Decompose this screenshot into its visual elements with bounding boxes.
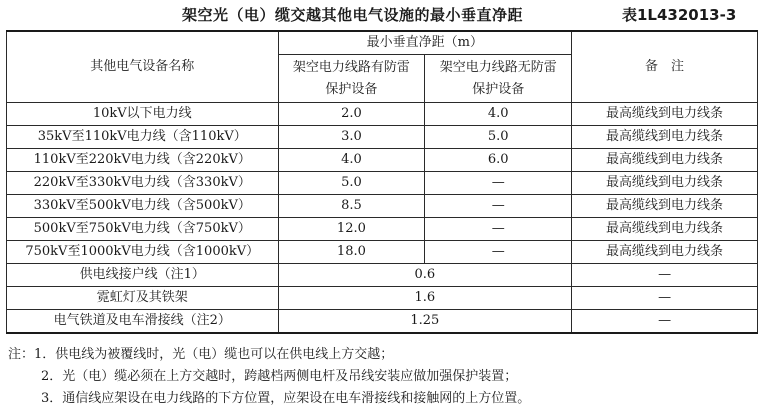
note-2: 2．光（电）缆必须在上方交越时，跨越档两侧电杆及吊线安装应做加强保护装置； [41, 369, 518, 384]
row-with-value: 5.0 [278, 172, 425, 195]
header-remarks: 备 注 [572, 31, 758, 103]
row-with-value: 18.0 [278, 241, 425, 264]
row-with-value: 3.0 [278, 126, 425, 149]
row-note: 最高缆线到电力线条 [572, 103, 758, 126]
note-1: 注：1．供电线为被覆线时，光（电）缆也可以在供电线上方交越； [8, 347, 394, 362]
row-with-value: 12.0 [278, 218, 425, 241]
header-row-1 [7, 31, 758, 55]
table-row [7, 264, 758, 287]
row-name: 500kV至750kV电力线（含750kV） [7, 218, 279, 241]
row-with-value: 4.0 [278, 149, 425, 172]
row-without-value: — [425, 241, 572, 264]
row-without-value: — [425, 195, 572, 218]
clearance-table [6, 30, 758, 334]
table-notes [8, 344, 530, 410]
header-with-text: 架空电力线路有防雷保护设备 [292, 59, 410, 97]
row-note: 最高缆线到电力线条 [572, 218, 758, 241]
table-row [7, 310, 758, 334]
row-note: 最高缆线到电力线条 [572, 195, 758, 218]
row-with-value: 8.5 [278, 195, 425, 218]
row-note: 最高缆线到电力线条 [572, 126, 758, 149]
row-name: 330kV至500kV电力线（含500kV） [7, 195, 279, 218]
row-without-value: — [425, 172, 572, 195]
row-merged-value: 1.6 [278, 287, 572, 310]
row-name: 电气铁道及电车滑接线（注2） [7, 310, 279, 334]
row-note: — [572, 310, 758, 334]
note-3: 3．通信线应架设在电力线路的下方位置，应架设在电车滑接线和接触网的上方位置。 [41, 391, 531, 406]
row-merged-value: 0.6 [278, 264, 572, 287]
row-merged-value: 1.25 [278, 310, 572, 334]
header-equipment-name: 其他电气设备名称 [7, 31, 279, 103]
row-name: 750kV至1000kV电力线（含1000kV） [7, 241, 279, 264]
table-row [7, 218, 758, 241]
row-note: — [572, 287, 758, 310]
table-row [7, 195, 758, 218]
table-row [7, 149, 758, 172]
title-row [0, 4, 767, 26]
table-row [7, 172, 758, 195]
row-name: 供电线接户线（注1） [7, 264, 279, 287]
row-without-value: 5.0 [425, 126, 572, 149]
row-name: 10kV以下电力线 [7, 103, 279, 126]
row-note: 最高缆线到电力线条 [572, 241, 758, 264]
row-name: 110kV至220kV电力线（含220kV） [7, 149, 279, 172]
table-row [7, 287, 758, 310]
row-name: 霓虹灯及其铁架 [7, 287, 279, 310]
row-without-value: 4.0 [425, 103, 572, 126]
row-name: 220kV至330kV电力线（含330kV） [7, 172, 279, 195]
table-number: 表1L432013-3 [622, 6, 737, 24]
header-with-lightning-protection [278, 55, 425, 103]
header-without-text: 架空电力线路无防雷保护设备 [439, 59, 557, 97]
row-without-value: — [425, 218, 572, 241]
table-row [7, 241, 758, 264]
row-note: 最高缆线到电力线条 [572, 149, 758, 172]
table-row [7, 103, 758, 126]
table-row [7, 126, 758, 149]
row-note: — [572, 264, 758, 287]
header-without-lightning-protection [425, 55, 572, 103]
row-with-value: 2.0 [278, 103, 425, 126]
row-name: 35kV至110kV电力线（含110kV） [7, 126, 279, 149]
row-without-value: 6.0 [425, 149, 572, 172]
row-note: 最高缆线到电力线条 [572, 172, 758, 195]
table-title: 架空光（电）缆交越其他电气设施的最小垂直净距 [182, 6, 524, 24]
header-min-vertical-clearance: 最小垂直净距（m） [278, 31, 572, 55]
